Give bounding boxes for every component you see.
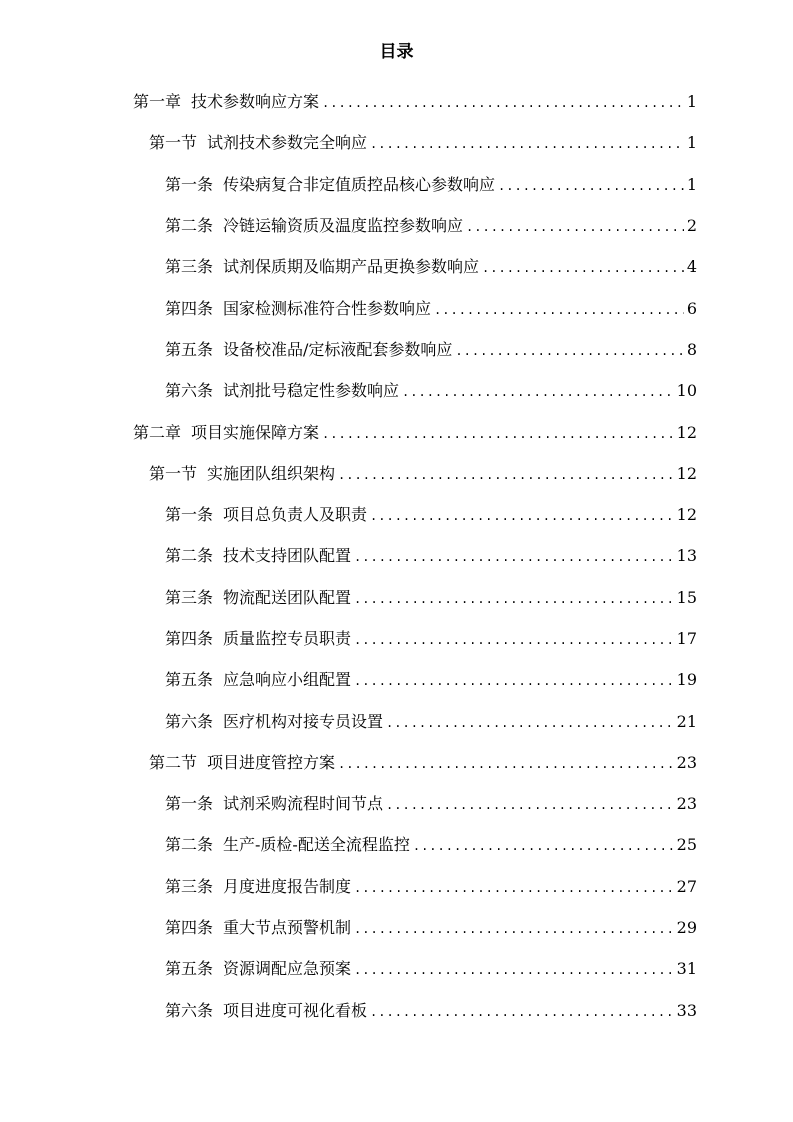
- dot-leader: [386, 712, 674, 734]
- dot-leader: [354, 629, 674, 651]
- toc-entry-page: 4: [686, 257, 697, 277]
- toc-article-entry[interactable]: [0, 495, 793, 536]
- toc-entry-title: 项目进度管控方案: [207, 752, 336, 772]
- toc-entry-number: 第一章: [133, 92, 182, 112]
- toc-entry-title: 月度进度报告制度: [223, 876, 352, 896]
- toc-article-entry[interactable]: [0, 619, 793, 660]
- toc-entry-title: 试剂保质期及临期产品更换参数响应: [223, 257, 480, 277]
- toc-entry-page: 25: [676, 835, 697, 855]
- toc-entry-title: 技术支持团队配置: [223, 546, 352, 566]
- toc-entry-title: 重大节点预警机制: [223, 918, 352, 938]
- toc-entry-page: 12: [676, 422, 697, 442]
- toc-entry-number: 第一节: [149, 463, 198, 483]
- toc-chapter-entry[interactable]: [0, 412, 793, 453]
- toc-entry-number: 第五条: [165, 959, 214, 979]
- dot-leader: [322, 423, 674, 445]
- toc-entry-number: 第六条: [165, 1000, 214, 1020]
- toc-entry-number: 第二条: [165, 216, 214, 236]
- dot-leader: [482, 257, 684, 279]
- toc-entry-page: 23: [676, 752, 697, 772]
- toc-entry-title: 设备校准品/定标液配套参数响应: [223, 339, 453, 359]
- toc-entry-page: 8: [686, 339, 697, 359]
- dot-leader: [322, 92, 684, 114]
- toc-entry-number: 第五条: [165, 339, 214, 359]
- dot-leader: [370, 1001, 674, 1023]
- toc-entry-page: 13: [676, 546, 697, 566]
- toc-entry-number: 第三条: [165, 876, 214, 896]
- toc-article-entry[interactable]: [0, 784, 793, 825]
- toc-article-entry[interactable]: [0, 660, 793, 701]
- toc-entry-page: 21: [676, 711, 697, 731]
- toc-article-entry[interactable]: [0, 991, 793, 1032]
- toc-entry-number: 第五条: [165, 670, 214, 690]
- dot-leader: [338, 464, 674, 486]
- toc-entry-page: 1: [686, 92, 697, 112]
- dot-leader: [413, 835, 674, 857]
- toc-article-entry[interactable]: [0, 867, 793, 908]
- dot-leader: [434, 299, 684, 321]
- toc-section-entry[interactable]: [0, 454, 793, 495]
- toc-article-entry[interactable]: [0, 578, 793, 619]
- toc-article-entry[interactable]: [0, 825, 793, 866]
- toc-entry-title: 实施团队组织架构: [207, 463, 336, 483]
- dot-leader: [466, 216, 684, 238]
- toc-entry-number: 第四条: [165, 629, 214, 648]
- toc-article-entry[interactable]: [0, 330, 793, 371]
- toc-entry-title: 应急响应小组配置: [223, 670, 352, 690]
- toc-entry-number: 第一条: [165, 174, 214, 194]
- dot-leader: [455, 340, 683, 362]
- toc-entry-number: 第二章: [133, 422, 182, 442]
- table-of-contents: [0, 82, 793, 1032]
- toc-entry-number: 第一节: [149, 133, 198, 153]
- dot-leader: [354, 546, 674, 568]
- toc-entry-page: 27: [676, 876, 697, 896]
- dot-leader: [354, 588, 674, 610]
- toc-entry-title: 试剂批号稳定性参数响应: [223, 381, 400, 401]
- toc-article-entry[interactable]: [0, 536, 793, 577]
- toc-article-entry[interactable]: [0, 288, 793, 329]
- toc-entry-number: 第二条: [165, 546, 214, 566]
- toc-section-entry[interactable]: [0, 743, 793, 784]
- toc-entry-number: 第三条: [165, 587, 214, 607]
- toc-article-entry[interactable]: [0, 206, 793, 247]
- toc-entry-title: 国家检测标准符合性参数响应: [223, 298, 432, 318]
- toc-entry-page: 17: [676, 629, 697, 648]
- toc-article-entry[interactable]: [0, 908, 793, 949]
- toc-entry-page: 10: [676, 381, 697, 401]
- dot-leader: [354, 959, 674, 981]
- toc-chapter-entry[interactable]: [0, 82, 793, 123]
- toc-entry-title: 技术参数响应方案: [191, 92, 320, 112]
- toc-article-entry[interactable]: [0, 701, 793, 742]
- toc-entry-page: 12: [676, 505, 697, 525]
- toc-entry-title: 试剂技术参数完全响应: [207, 133, 368, 153]
- toc-entry-title: 生产-质检-配送全流程监控: [223, 835, 410, 855]
- toc-entry-title: 物流配送团队配置: [223, 587, 352, 607]
- toc-entry-title: 试剂采购流程时间节点: [223, 794, 384, 814]
- toc-entry-number: 第四条: [165, 918, 214, 938]
- toc-entry-page: 1: [686, 174, 697, 194]
- toc-entry-page: 19: [676, 670, 697, 690]
- dot-leader: [354, 918, 674, 940]
- dot-leader: [498, 175, 684, 197]
- toc-entry-title: 资源调配应急预案: [223, 959, 352, 979]
- toc-entry-number: 第二节: [149, 752, 198, 772]
- dot-leader: [338, 753, 674, 775]
- dot-leader: [370, 505, 674, 527]
- toc-entry-number: 第六条: [165, 381, 214, 401]
- toc-entry-title: 医疗机构对接专员设置: [223, 711, 384, 731]
- toc-entry-page: 15: [676, 587, 697, 607]
- toc-entry-number: 第一条: [165, 505, 214, 525]
- toc-entry-page: 23: [676, 794, 697, 814]
- toc-entry-title: 项目总负责人及职责: [223, 505, 368, 525]
- toc-entry-page: 6: [686, 298, 697, 318]
- dot-leader: [354, 670, 674, 692]
- toc-entry-number: 第二条: [165, 835, 214, 855]
- dot-leader: [402, 381, 674, 403]
- toc-article-entry[interactable]: [0, 371, 793, 412]
- toc-entry-page: 1: [686, 133, 697, 153]
- toc-article-entry[interactable]: [0, 949, 793, 990]
- dot-leader: [354, 877, 674, 899]
- toc-entry-number: 第三条: [165, 257, 214, 277]
- toc-entry-page: 29: [676, 918, 697, 938]
- toc-entry-page: 12: [676, 463, 697, 483]
- toc-entry-page: 31: [676, 959, 697, 979]
- toc-section-entry[interactable]: [0, 123, 793, 164]
- toc-entry-title: 冷链运输资质及温度监控参数响应: [223, 216, 464, 236]
- toc-entry-number: 第四条: [165, 298, 214, 318]
- toc-entry-title: 传染病复合非定值质控品核心参数响应: [223, 174, 496, 194]
- toc-entry-page: 2: [686, 216, 697, 236]
- toc-entry-number: 第六条: [165, 711, 214, 731]
- dot-leader: [370, 133, 684, 155]
- dot-leader: [386, 794, 674, 816]
- toc-entry-title: 项目实施保障方案: [191, 422, 320, 442]
- toc-entry-page: 33: [676, 1000, 697, 1020]
- toc-article-entry[interactable]: [0, 247, 793, 288]
- toc-entry-number: 第一条: [165, 794, 214, 814]
- page-title: 目录: [379, 42, 414, 62]
- toc-entry-title: 项目进度可视化看板: [223, 1000, 368, 1020]
- toc-article-entry[interactable]: [0, 165, 793, 206]
- toc-entry-title: 质量监控专员职责: [223, 629, 352, 648]
